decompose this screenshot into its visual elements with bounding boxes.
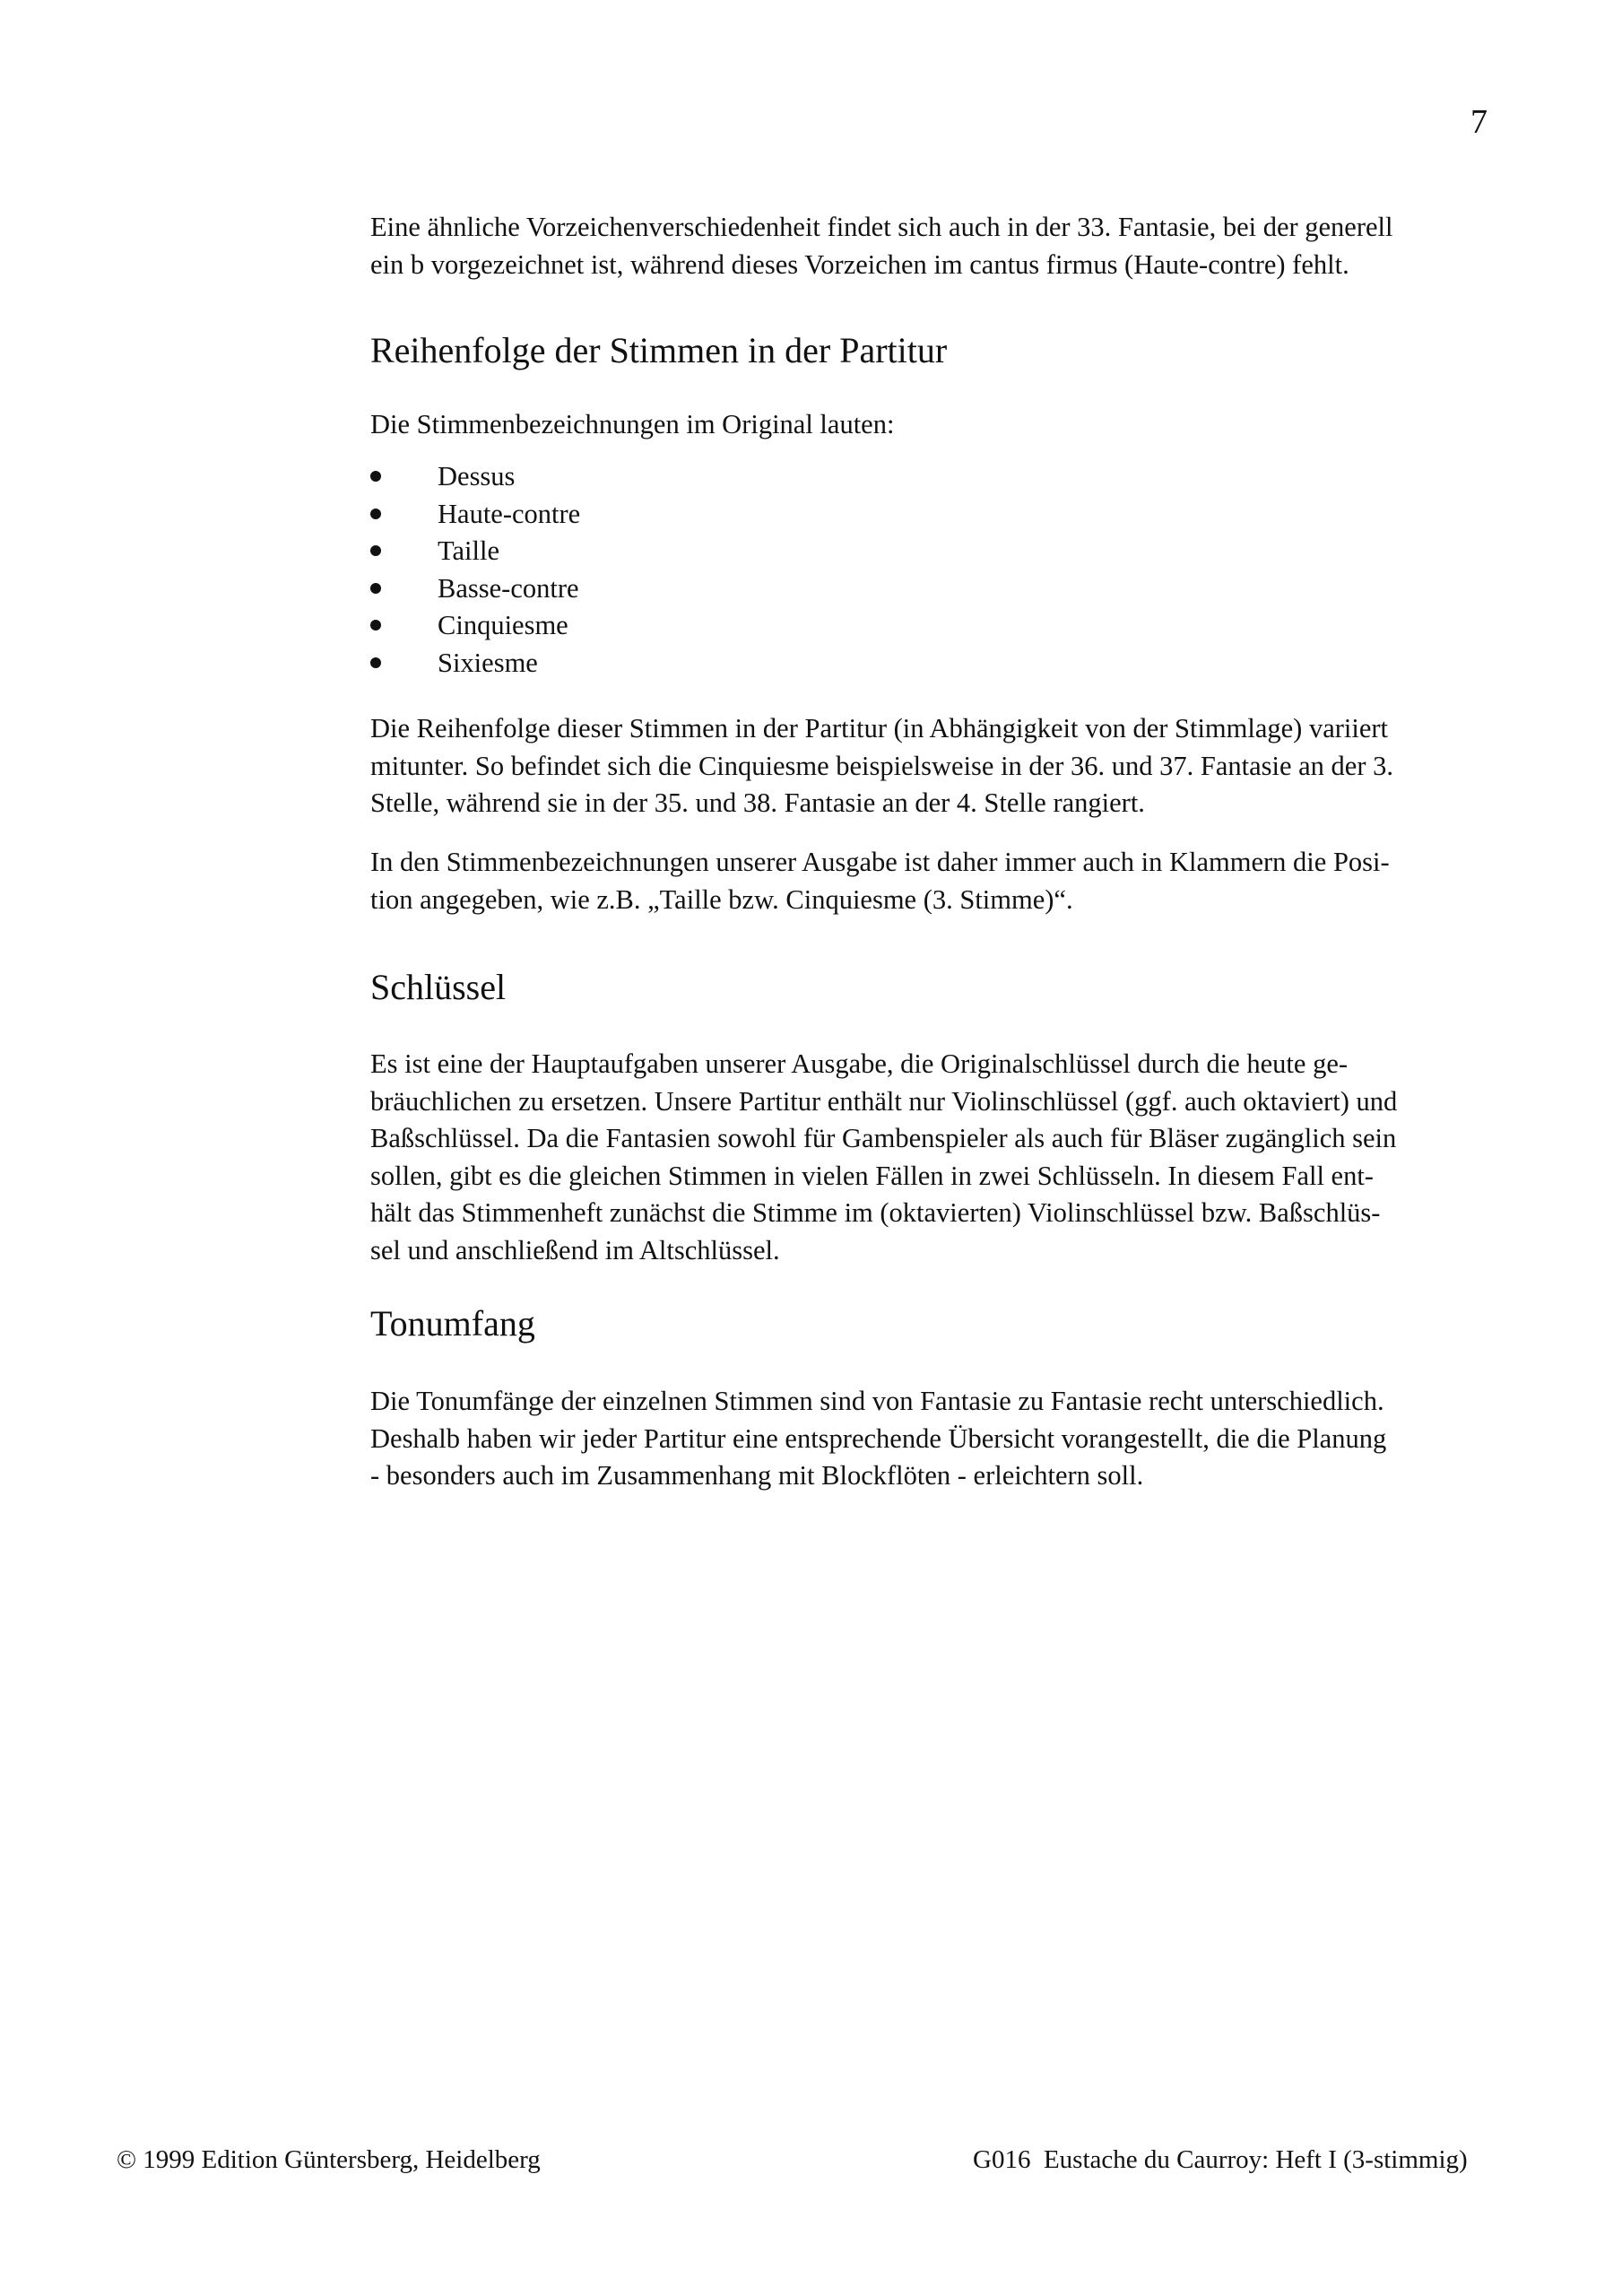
footer-copyright: © 1999 Edition Güntersberg, Heidelberg [117, 2145, 541, 2174]
list-item [370, 607, 580, 645]
voice-list [370, 458, 580, 682]
text-line: Baßschlüssel. Da die Fantasien sowohl für Gambenspieler als auch für Bläser zugänglich sein [370, 1123, 1397, 1153]
page-number: 7 [1470, 103, 1488, 141]
voice-list-lead: Die Stimmenbezeichnungen im Original lauten: [370, 409, 895, 439]
text-line: bräuchlichen zu ersetzen. Unsere Partitur enthält nur Violinschlüssel (ggf. auch oktaviert) und [370, 1085, 1398, 1117]
text-line: Deshalb haben wir jeder Partitur eine entsprechende Übersicht vorangestellt, die die Planung [370, 1422, 1387, 1454]
list-item-label: Taille [438, 535, 499, 566]
bullet-icon [370, 583, 381, 594]
text-line: Die Reihenfolge dieser Stimmen in der Partitur (in Abhängigkeit von der Stimmlage) variiert [370, 713, 1389, 744]
text-line: hält das Stimmenheft zunächst die Stimme im (oktavierten) Violinschlüssel bzw. Baßschlüs- [370, 1197, 1381, 1228]
list-item [370, 458, 580, 496]
text-line: sollen, gibt es die gleichen Stimmen in vielen Fällen in zwei Schlüsseln. In diesem Fall ent- [370, 1160, 1374, 1191]
intro-paragraph [370, 209, 1509, 283]
section-heading-range: Tonumfang [370, 1303, 535, 1344]
clef-paragraph [370, 1046, 1509, 1269]
voice-label-paragraph [370, 844, 1509, 918]
list-item [370, 645, 580, 683]
bullet-icon [370, 657, 381, 668]
section-heading-voice-order: Reihenfolge der Stimmen in der Partitur [370, 330, 948, 370]
list-item [370, 496, 580, 534]
bullet-icon [370, 509, 381, 519]
list-item-label: Dessus [438, 461, 516, 491]
text-line: sel und anschließend im Altschlüssel. [370, 1234, 780, 1265]
text-line: Stelle, während sie in der 35. und 38. Fantasie an der 4. Stelle rangiert. [370, 787, 1145, 818]
text-line: Eine ähnliche Vorzeichenverschiedenheit findet sich auch in der 33. Fantasie, bei der generell [370, 212, 1393, 242]
text-line: tion angegeben, wie z.B. „Taille bzw. Cinquiesme (3. Stimme)“. [370, 883, 1073, 915]
text-line: Es ist eine der Hauptaufgaben unserer Ausgabe, die Originalschlüssel durch die heute ge- [370, 1048, 1349, 1079]
bullet-icon [370, 471, 381, 482]
bullet-icon [370, 545, 381, 556]
range-paragraph [370, 1383, 1509, 1495]
voice-order-paragraph [370, 710, 1509, 822]
list-item-label: Basse-contre [438, 572, 579, 604]
text-line: mitunter. So befindet sich die Cinquiesme beispielsweise in der 36. und 37. Fantasie an der 3. [370, 750, 1393, 781]
list-item [370, 570, 580, 608]
bullet-icon [370, 620, 381, 631]
list-item [370, 533, 580, 570]
text-line: ein b vorgezeichnet ist, während dieses Vorzeichen im cantus firmus (Haute-contre) fehlt. [370, 248, 1349, 280]
list-item-label: Haute-contre [438, 498, 581, 529]
list-item-label: Cinquiesme [438, 610, 568, 640]
text-line: - besonders auch im Zusammenhang mit Blockflöten - erleichtern soll. [370, 1460, 1144, 1491]
text-line: In den Stimmenbezeichnungen unserer Ausgabe ist daher immer auch in Klammern die Posi- [370, 847, 1390, 877]
footer-edition-info: G016 Eustache du Caurroy: Heft I (3-stimmig) [973, 2145, 1468, 2174]
section-heading-clef: Schlüssel [370, 967, 507, 1007]
text-line: Die Tonumfänge der einzelnen Stimmen sind von Fantasie zu Fantasie recht unterschiedlich. [370, 1386, 1384, 1416]
list-item-label: Sixiesme [438, 647, 538, 678]
